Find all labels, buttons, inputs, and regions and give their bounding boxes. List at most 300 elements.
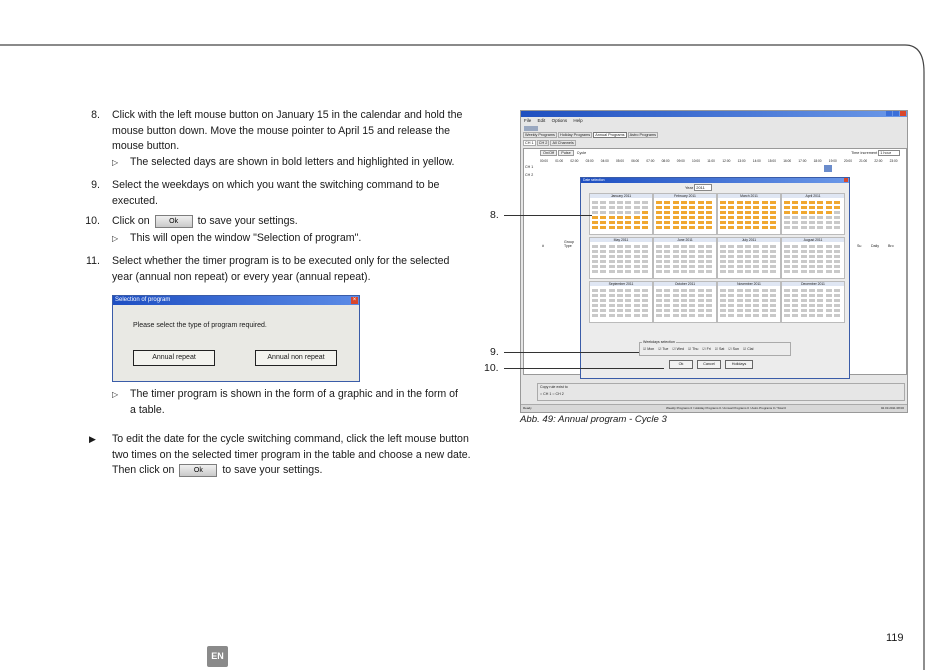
day-cell xyxy=(817,250,823,253)
day-cell xyxy=(625,270,631,273)
day-cell xyxy=(609,255,615,258)
day-grid xyxy=(656,201,714,232)
day-cell xyxy=(834,309,840,312)
day-cell xyxy=(664,245,670,248)
day-cell xyxy=(681,206,687,209)
month-calendar xyxy=(781,237,845,279)
step-9-line-2: executed. xyxy=(112,194,158,207)
day-cell xyxy=(698,265,704,268)
day-cell xyxy=(834,314,840,317)
month-calendar xyxy=(589,281,653,323)
day-cell xyxy=(728,250,734,253)
step-8-text xyxy=(112,108,492,155)
day-cell xyxy=(664,314,670,317)
day-cell xyxy=(801,314,807,317)
weekday-checkbox: ☑ Mon xyxy=(643,347,655,351)
dialog-message: Please select the type of program required. xyxy=(133,322,267,329)
month-title: February 2011 xyxy=(654,194,716,198)
day-cell xyxy=(737,309,743,312)
weekday-checkbox: ☑ Thu xyxy=(687,347,699,351)
day-cell xyxy=(801,250,807,253)
day-cell xyxy=(826,211,832,214)
day-cell xyxy=(634,294,640,297)
day-cell xyxy=(770,265,776,268)
weekday-checkbox: ☑ Wed xyxy=(672,347,684,351)
month-calendar xyxy=(653,193,717,235)
day-cell xyxy=(770,211,776,214)
day-cell xyxy=(673,314,679,317)
day-cell xyxy=(834,226,840,229)
day-cell xyxy=(673,294,679,297)
day-cell xyxy=(625,250,631,253)
dialog-result xyxy=(130,387,458,418)
day-cell xyxy=(817,206,823,209)
month-title: September 2011 xyxy=(590,282,652,286)
day-cell xyxy=(762,270,768,273)
day-cell xyxy=(762,221,768,224)
day-cell xyxy=(745,211,751,214)
hour-label: 04:00 xyxy=(600,159,609,163)
day-cell xyxy=(801,289,807,292)
day-cell xyxy=(706,255,712,258)
step-8-result: The selected days are shown in bold letters and highlighted in yellow. xyxy=(130,156,455,168)
day-cell xyxy=(826,304,832,307)
menu-help: Help xyxy=(573,118,583,123)
day-cell xyxy=(617,211,623,214)
time-increment xyxy=(851,151,900,155)
day-cell xyxy=(728,245,734,248)
close-icon xyxy=(900,111,906,116)
day-cell xyxy=(834,260,840,263)
day-cell xyxy=(592,289,598,292)
day-cell xyxy=(770,245,776,248)
day-cell xyxy=(817,226,823,229)
day-grid xyxy=(592,201,650,232)
day-cell xyxy=(592,304,598,307)
day-cell xyxy=(664,304,670,307)
day-cell xyxy=(784,309,790,312)
day-cell xyxy=(826,265,832,268)
day-cell xyxy=(792,245,798,248)
callout-9-line xyxy=(504,352,639,353)
day-grid xyxy=(784,201,842,232)
day-cell xyxy=(809,226,815,229)
hour-label: 09:00 xyxy=(676,159,685,163)
day-cell xyxy=(617,270,623,273)
step-8-line-1: Click with the left mouse button on January 15 in the calendar and hold the xyxy=(112,109,463,121)
day-cell xyxy=(625,245,631,248)
day-cell xyxy=(720,245,726,248)
day-cell xyxy=(617,294,623,297)
day-cell xyxy=(689,289,695,292)
day-cell xyxy=(706,226,712,229)
day-cell xyxy=(681,314,687,317)
mode-toolbar xyxy=(540,151,588,155)
day-cell xyxy=(834,289,840,292)
day-cell xyxy=(834,294,840,297)
day-cell xyxy=(625,265,631,268)
month-calendar xyxy=(717,237,781,279)
day-cell xyxy=(664,221,670,224)
hour-label: 03:00 xyxy=(585,159,594,163)
day-cell xyxy=(617,299,623,302)
day-cell xyxy=(673,289,679,292)
day-cell xyxy=(784,250,790,253)
day-cell xyxy=(634,265,640,268)
day-cell xyxy=(809,309,815,312)
day-cell xyxy=(634,255,640,258)
day-cell xyxy=(681,299,687,302)
day-cell xyxy=(753,250,759,253)
status-ready: Ready xyxy=(523,406,532,410)
hour-label: 16:00 xyxy=(783,159,792,163)
onoff-button: On/Off xyxy=(540,150,557,156)
result-arrow-icon: ▷ xyxy=(112,390,119,399)
day-cell xyxy=(592,260,598,263)
day-cell xyxy=(706,299,712,302)
day-cell xyxy=(634,245,640,248)
day-cell xyxy=(737,270,743,273)
day-cell xyxy=(681,294,687,297)
day-cell xyxy=(720,270,726,273)
day-cell xyxy=(809,250,815,253)
day-cell xyxy=(642,265,648,268)
day-cell xyxy=(770,289,776,292)
day-cell xyxy=(689,221,695,224)
program-tabs xyxy=(523,133,658,137)
day-cell xyxy=(784,260,790,263)
day-cell xyxy=(600,270,606,273)
bullet-then: Then click on xyxy=(112,464,175,477)
day-cell xyxy=(664,299,670,302)
day-cell xyxy=(762,260,768,263)
day-cell xyxy=(745,245,751,248)
month-title: November 2011 xyxy=(718,282,780,286)
day-cell xyxy=(792,309,798,312)
channel-row-2: CH 2 xyxy=(525,173,534,177)
day-cell xyxy=(656,255,662,258)
day-cell xyxy=(681,201,687,204)
day-cell xyxy=(770,270,776,273)
day-cell xyxy=(634,201,640,204)
day-cell xyxy=(609,226,615,229)
day-cell xyxy=(656,265,662,268)
day-cell xyxy=(770,294,776,297)
day-cell xyxy=(609,211,615,214)
hour-label: 10:00 xyxy=(692,159,700,163)
month-calendar xyxy=(589,193,653,235)
day-cell xyxy=(817,245,823,248)
day-cell xyxy=(801,294,807,297)
day-cell xyxy=(592,299,598,302)
day-cell xyxy=(706,216,712,219)
day-cell xyxy=(698,211,704,214)
bullet-after: to save your settings. xyxy=(222,464,323,477)
month-title: June 2011 xyxy=(654,238,716,242)
language-badge: EN xyxy=(207,646,228,667)
dialog-title: Selection of program xyxy=(115,297,171,303)
day-cell xyxy=(817,289,823,292)
close-icon xyxy=(844,178,848,182)
day-cell xyxy=(826,289,832,292)
day-cell xyxy=(642,270,648,273)
day-cell xyxy=(745,226,751,229)
day-cell xyxy=(634,260,640,263)
day-cell xyxy=(809,255,815,258)
day-cell xyxy=(664,211,670,214)
day-cell xyxy=(720,221,726,224)
hour-label: 22:00 xyxy=(874,159,883,163)
day-cell xyxy=(642,245,648,248)
day-cell xyxy=(625,201,631,204)
day-cell xyxy=(720,314,726,317)
selection-of-program-dialog xyxy=(112,295,360,382)
hour-label: 13:00 xyxy=(737,159,746,163)
day-cell xyxy=(770,255,776,258)
callout-9: 9. xyxy=(490,346,499,358)
day-cell xyxy=(792,226,798,229)
day-cell xyxy=(784,255,790,258)
callout-10-line xyxy=(504,368,664,369)
day-cell xyxy=(600,211,606,214)
tab-weekly: Weekly Programs xyxy=(525,133,555,137)
day-cell xyxy=(720,206,726,209)
day-cell xyxy=(826,309,832,312)
hour-label: 06:00 xyxy=(631,159,640,163)
day-cell xyxy=(720,226,726,229)
day-cell xyxy=(642,304,648,307)
day-cell xyxy=(609,309,615,312)
day-cell xyxy=(600,250,606,253)
day-cell xyxy=(656,206,662,209)
dialog-body xyxy=(113,305,359,381)
day-cell xyxy=(642,299,648,302)
day-cell xyxy=(737,206,743,209)
day-cell xyxy=(737,245,743,248)
date-cancel-button: Cancel xyxy=(697,360,721,369)
day-cell xyxy=(753,216,759,219)
day-cell xyxy=(792,255,798,258)
day-cell xyxy=(834,221,840,224)
day-cell xyxy=(745,255,751,258)
day-cell xyxy=(809,314,815,317)
hour-label: 15:00 xyxy=(768,159,776,163)
day-cell xyxy=(784,265,790,268)
day-cell xyxy=(681,245,687,248)
day-cell xyxy=(617,206,623,209)
copy-option-ch1: CH 1 xyxy=(543,392,552,396)
day-cell xyxy=(609,221,615,224)
day-cell xyxy=(625,309,631,312)
annual-repeat-button: Annual repeat xyxy=(133,350,215,366)
day-cell xyxy=(698,289,704,292)
day-cell xyxy=(801,265,807,268)
col-bro: Bro xyxy=(888,244,894,248)
step-10-result: This will open the window "Selection of program". xyxy=(130,232,362,244)
window-controls xyxy=(886,111,906,117)
day-cell xyxy=(625,206,631,209)
step-10-after: to save your settings. xyxy=(197,215,298,227)
ok-button-inline: Ok xyxy=(155,215,193,228)
day-cell xyxy=(673,221,679,224)
weekday-checkbox: ☑ Sun xyxy=(728,347,740,351)
day-cell xyxy=(673,309,679,312)
day-cell xyxy=(617,314,623,317)
day-cell xyxy=(737,294,743,297)
holidays-button: Holidays xyxy=(725,360,753,369)
day-grid xyxy=(720,289,778,320)
day-cell xyxy=(706,314,712,317)
toolbar-icons xyxy=(524,126,538,131)
day-cell xyxy=(809,299,815,302)
day-cell xyxy=(698,250,704,253)
day-cell xyxy=(728,255,734,258)
day-cell xyxy=(753,289,759,292)
day-cell xyxy=(600,314,606,317)
day-cell xyxy=(698,299,704,302)
month-title: October 2011 xyxy=(654,282,716,286)
day-cell xyxy=(801,206,807,209)
annual-non-repeat-button: Annual non repeat xyxy=(255,350,337,366)
day-cell xyxy=(673,260,679,263)
day-cell xyxy=(809,221,815,224)
day-cell xyxy=(809,245,815,248)
month-calendar xyxy=(717,281,781,323)
day-cell xyxy=(817,221,823,224)
day-cell xyxy=(592,216,598,219)
day-cell xyxy=(664,201,670,204)
time-increment-select: 1 hour xyxy=(878,150,900,156)
day-cell xyxy=(600,299,606,302)
day-cell xyxy=(801,299,807,302)
day-cell xyxy=(792,270,798,273)
copy-rule-label: Copy rule exist to xyxy=(540,385,568,389)
day-cell xyxy=(720,309,726,312)
day-cell xyxy=(592,309,598,312)
day-cell xyxy=(592,201,598,204)
day-cell xyxy=(745,206,751,209)
callout-8-line xyxy=(504,215,592,216)
day-cell xyxy=(664,250,670,253)
day-cell xyxy=(792,314,798,317)
month-title: December 2011 xyxy=(782,282,844,286)
day-cell xyxy=(720,265,726,268)
day-cell xyxy=(592,294,598,297)
day-cell xyxy=(745,299,751,302)
day-cell xyxy=(809,265,815,268)
day-cell xyxy=(706,289,712,292)
day-cell xyxy=(728,289,734,292)
tab-ch1: CH 1 xyxy=(525,141,534,145)
day-cell xyxy=(592,226,598,229)
month-title: January 2011 xyxy=(590,194,652,198)
day-cell xyxy=(664,206,670,209)
month-calendar xyxy=(781,193,845,235)
day-cell xyxy=(634,314,640,317)
day-cell xyxy=(762,245,768,248)
day-cell xyxy=(817,201,823,204)
day-cell xyxy=(817,216,823,219)
weekday-checkbox: ☑ Clal xyxy=(743,347,754,351)
day-cell xyxy=(792,211,798,214)
day-cell xyxy=(600,265,606,268)
day-cell xyxy=(834,201,840,204)
day-cell xyxy=(706,304,712,307)
ok-button-inline: Ok xyxy=(179,464,217,477)
day-cell xyxy=(609,250,615,253)
step-9-text xyxy=(112,178,492,209)
day-cell xyxy=(609,216,615,219)
day-cell xyxy=(762,216,768,219)
day-cell xyxy=(689,201,695,204)
day-cell xyxy=(681,260,687,263)
day-cell xyxy=(642,211,648,214)
day-cell xyxy=(689,206,695,209)
day-cell xyxy=(689,265,695,268)
day-cell xyxy=(625,216,631,219)
day-cell xyxy=(801,245,807,248)
hour-label: 00:00 xyxy=(540,159,548,163)
day-cell xyxy=(706,250,712,253)
day-cell xyxy=(592,314,598,317)
day-cell xyxy=(737,299,743,302)
year-input: 2011 xyxy=(694,184,712,191)
day-cell xyxy=(617,265,623,268)
day-cell xyxy=(753,265,759,268)
channel-row-1: CH 1 xyxy=(525,165,534,169)
day-cell xyxy=(770,201,776,204)
day-cell xyxy=(689,314,695,317)
timeline-marker xyxy=(824,165,832,172)
day-grid xyxy=(720,201,778,232)
day-cell xyxy=(592,250,598,253)
day-cell xyxy=(753,260,759,263)
day-cell xyxy=(656,270,662,273)
dialog-result-line-1: The timer program is shown in the form of a graphic and in the form of xyxy=(130,388,458,400)
tab-annual: Annual Programs xyxy=(595,133,625,137)
day-cell xyxy=(809,304,815,307)
day-cell xyxy=(801,270,807,273)
day-cell xyxy=(801,211,807,214)
day-cell xyxy=(592,265,598,268)
day-cell xyxy=(737,211,743,214)
day-cell xyxy=(609,289,615,292)
copy-option-ch2: CH 2 xyxy=(555,392,564,396)
month-title: July 2011 xyxy=(718,238,780,242)
day-cell xyxy=(625,260,631,263)
day-cell xyxy=(681,304,687,307)
day-cell xyxy=(728,206,734,209)
day-cell xyxy=(826,206,832,209)
step-9-number: 9. xyxy=(91,179,100,191)
day-cell xyxy=(762,309,768,312)
day-cell xyxy=(745,270,751,273)
day-cell xyxy=(728,211,734,214)
day-cell xyxy=(625,299,631,302)
day-cell xyxy=(770,260,776,263)
day-cell xyxy=(753,211,759,214)
day-cell xyxy=(625,221,631,224)
day-cell xyxy=(770,206,776,209)
day-cell xyxy=(664,260,670,263)
day-cell xyxy=(642,206,648,209)
step-8-line-2: mouse button down. Move the mouse pointer to April 15 and release the xyxy=(112,124,451,137)
day-cell xyxy=(809,270,815,273)
day-cell xyxy=(737,304,743,307)
day-cell xyxy=(817,294,823,297)
day-cell xyxy=(609,265,615,268)
menu-edit: Edit xyxy=(537,118,546,123)
